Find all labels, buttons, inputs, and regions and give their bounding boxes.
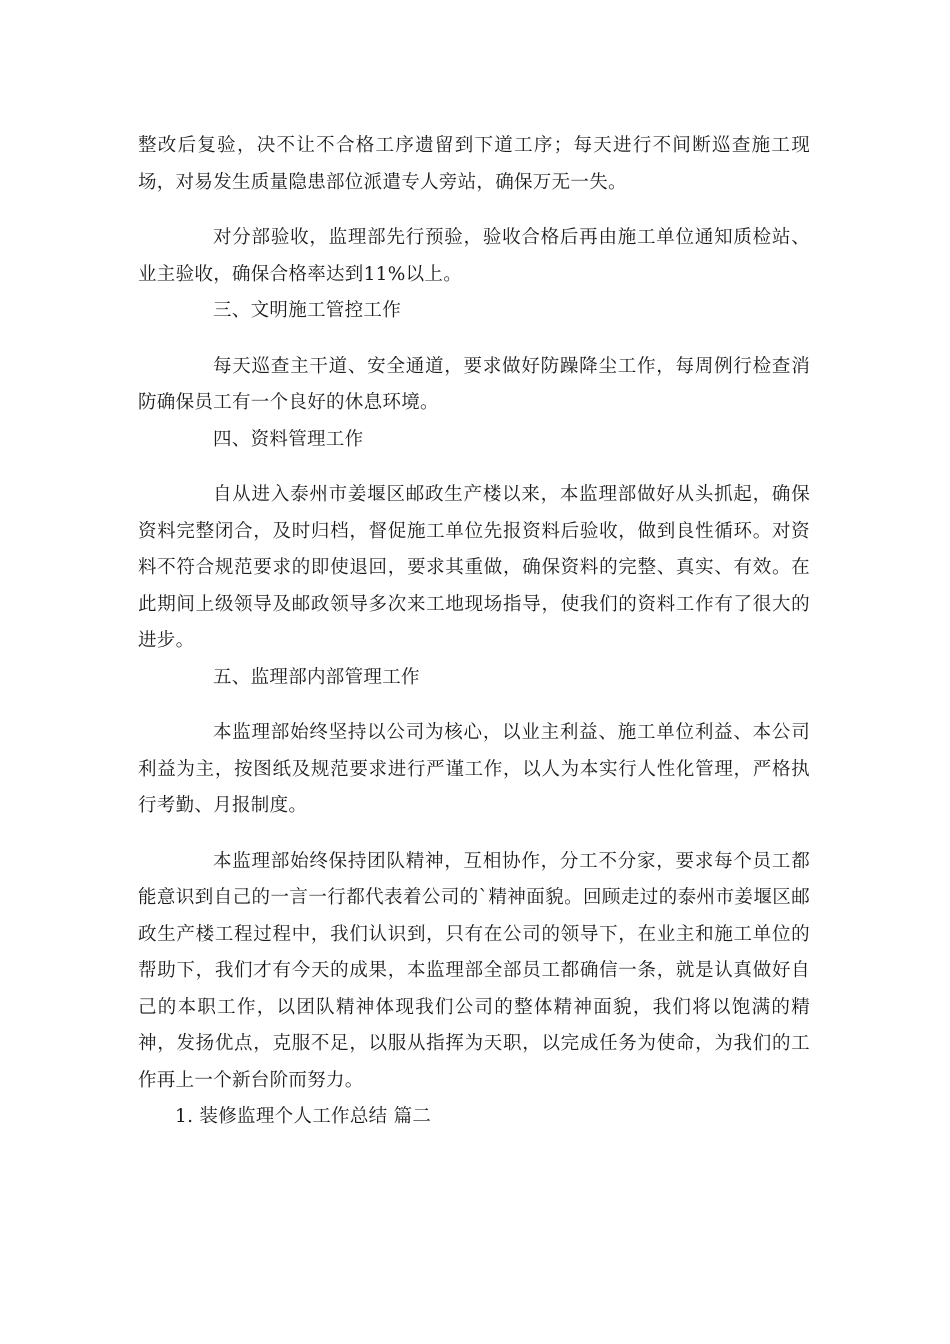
paragraph-document-management: 自从进入泰州市姜堰区邮政生产楼以来，本监理部做好从头抓起，确保资料完整闭合，及时归档，督促施工单位先报资料后验收，做到良性循环。对资料不符合规范要求的即使退回，要求其重做，确保资料的完整、真实、有效。在此期间上级领导及邮政领导多次来工地现场指导，使我们的资料工作有了很大的进步。: [138, 484, 810, 651]
paragraph-internal-management: 本监理部始终坚持以公司为核心，以业主利益、施工单位利益、本公司利益为主，按图纸及规范要求进行严谨工作，以人为本实行人性化管理，严格执行考勤、月报制度。: [138, 722, 810, 816]
paragraph-team-spirit: 本监理部始终保持团队精神，互相协作，分工不分家，要求每个员工都能意识到自己的一言一行都代表着公司的`精神面貌。回顾走过的泰州市姜堰区邮政生产楼工程过程中，我们认识到，只有在公司的领导下，在业主和施工单位的帮助下，我们才有今天的成果，本监理部全部员工都确信一条，就是认真做好自己的本职工作，以团队精神体现我们公司的整体精神面貌，我们将以饱满的精神，发扬优点，克服不足，以服从指挥为天职，以完成任务为使命，为我们的工作再上一个新台阶而努力。: [138, 850, 810, 1091]
paragraph-quality-recheck: 整改后复验，决不让不合格工序遗留到下道工序；每天进行不间断巡查施工现场，对易发生质量隐患部位派遣专人旁站，确保万无一失。: [138, 135, 810, 193]
paragraph-acceptance: 对分部验收，监理部先行预验，验收合格后再由施工单位通知质检站、业主验收，确保合格率达到11%以上。: [138, 227, 810, 285]
paragraph-daily-inspection: 每天巡查主干道、安全通道，要求做好防躁降尘工作，每周例行检查消防确保员工有一个良好的休息环境。: [138, 355, 810, 413]
section-subtitle: 1. 装修监理个人工作总结 篇二: [175, 1106, 432, 1127]
heading-document-management: 四、资料管理工作: [213, 428, 364, 450]
heading-civilized-construction: 三、文明施工管控工作: [213, 300, 402, 321]
document-page: [138, 128, 810, 1136]
heading-internal-management: 五、监理部内部管理工作: [213, 666, 420, 688]
